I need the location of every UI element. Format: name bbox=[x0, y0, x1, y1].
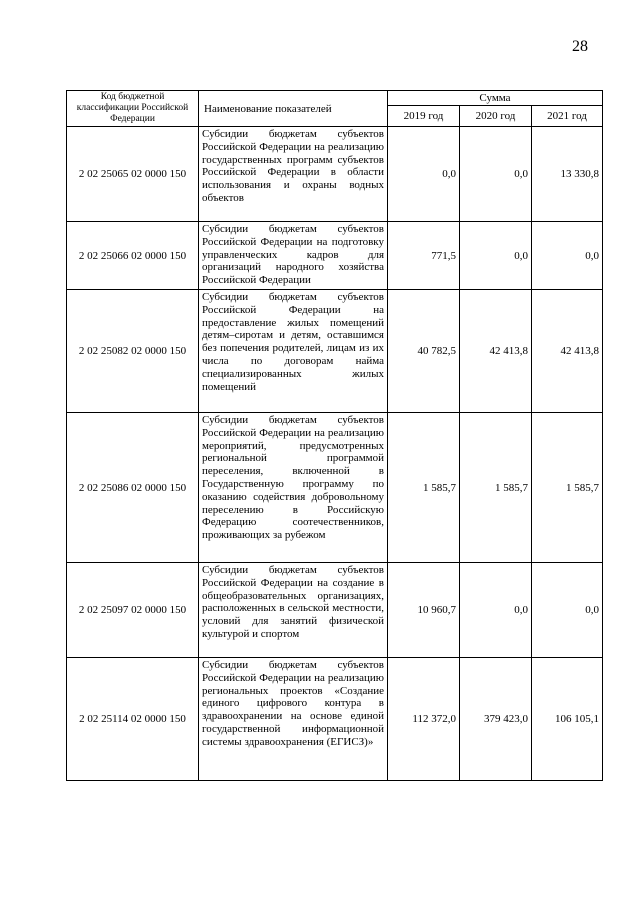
row-name: Субсидии бюджетам субъектов Российской Федерации на подготовку управленческих кадров для организаций народного хозяйства Российской Федерации bbox=[199, 222, 388, 290]
header-year-2021: 2021 год bbox=[532, 106, 603, 127]
table-row bbox=[67, 290, 603, 413]
row-name: Субсидии бюджетам субъектов Российской Федерации на предоставление жилых помещений детям–сиротам и детям, оставшимся без попечения родителей, лицам из их числа по договорам найма специализированных жилых помещений bbox=[199, 290, 388, 413]
row-2021: 106 105,1 bbox=[532, 658, 603, 781]
row-2019: 40 782,5 bbox=[388, 290, 460, 413]
row-code: 2 02 25114 02 0000 150 bbox=[67, 658, 199, 781]
row-2021: 1 585,7 bbox=[532, 413, 603, 563]
table-row bbox=[67, 127, 603, 222]
row-name: Субсидии бюджетам субъектов Российской Федерации на реализацию мероприятий, предусмотренных региональной программой переселения, включенной в Государственную программу по оказанию содействия добровольному переселению в Российскую Федерацию соотечественников, проживающих за рубежом bbox=[199, 413, 388, 563]
row-2021: 0,0 bbox=[532, 222, 603, 290]
row-2020: 1 585,7 bbox=[460, 413, 532, 563]
row-name: Субсидии бюджетам субъектов Российской Федерации на реализацию региональных проектов «Создание единого цифрового контура в здравоохранении на основе единой государственной информационной системы здравоохранения (ЕГИСЗ)» bbox=[199, 658, 388, 781]
budget-table bbox=[66, 90, 603, 781]
row-code: 2 02 25082 02 0000 150 bbox=[67, 290, 199, 413]
row-2019: 771,5 bbox=[388, 222, 460, 290]
table-row bbox=[67, 658, 603, 781]
row-code: 2 02 25086 02 0000 150 bbox=[67, 413, 199, 563]
table-row bbox=[67, 563, 603, 658]
row-2021: 13 330,8 bbox=[532, 127, 603, 222]
header-name: Наименование показателей bbox=[199, 91, 388, 127]
page-number: 28 bbox=[572, 38, 588, 55]
table-row bbox=[67, 413, 603, 563]
header-code: Код бюджетной классификации Российской Федерации bbox=[67, 91, 199, 127]
header-row bbox=[67, 91, 603, 106]
row-code: 2 02 25065 02 0000 150 bbox=[67, 127, 199, 222]
row-2020: 0,0 bbox=[460, 222, 532, 290]
row-2020: 379 423,0 bbox=[460, 658, 532, 781]
row-code: 2 02 25066 02 0000 150 bbox=[67, 222, 199, 290]
header-sum: Сумма bbox=[388, 91, 603, 106]
row-2019: 10 960,7 bbox=[388, 563, 460, 658]
header-year-2020: 2020 год bbox=[460, 106, 532, 127]
row-name: Субсидии бюджетам субъектов Российской Федерации на создание в общеобразовательных организациях, расположенных в сельской местности, условий для занятий физической культурой и спортом bbox=[199, 563, 388, 658]
row-2021: 42 413,8 bbox=[532, 290, 603, 413]
row-2020: 0,0 bbox=[460, 563, 532, 658]
header-year-2019: 2019 год bbox=[388, 106, 460, 127]
row-2019: 0,0 bbox=[388, 127, 460, 222]
row-2019: 112 372,0 bbox=[388, 658, 460, 781]
row-2020: 0,0 bbox=[460, 127, 532, 222]
row-code: 2 02 25097 02 0000 150 bbox=[67, 563, 199, 658]
table-row bbox=[67, 222, 603, 290]
row-2020: 42 413,8 bbox=[460, 290, 532, 413]
row-2019: 1 585,7 bbox=[388, 413, 460, 563]
row-2021: 0,0 bbox=[532, 563, 603, 658]
row-name: Субсидии бюджетам субъектов Российской Федерации на реализацию государственных программ субъектов Российской Федерации в области использования и охраны водных объектов bbox=[199, 127, 388, 222]
